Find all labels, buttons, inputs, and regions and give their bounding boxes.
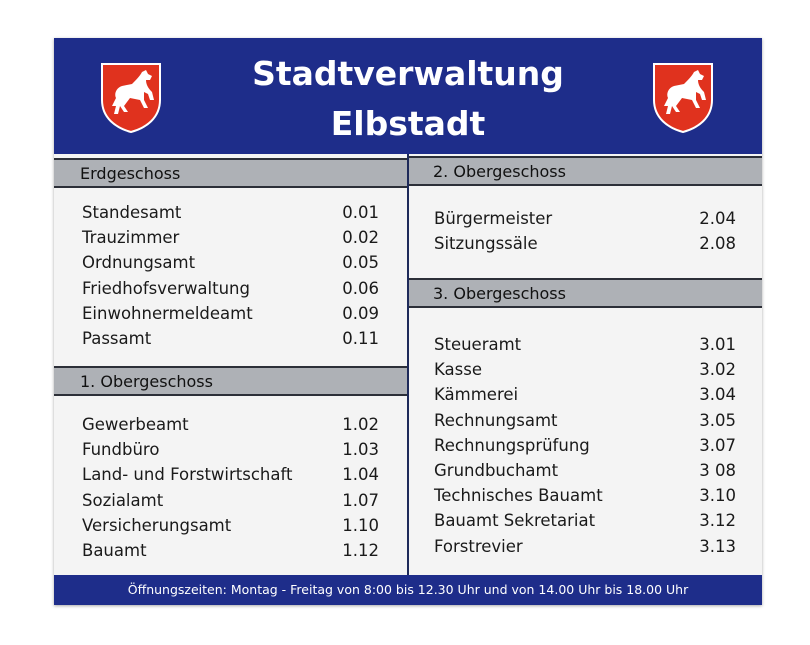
- department-name: Steueramt: [434, 335, 522, 354]
- department-name: Grundbuchamt: [434, 460, 559, 480]
- room-number: 0.11: [342, 328, 379, 348]
- crest-icon: [98, 60, 164, 134]
- room-number: 3.07: [699, 435, 736, 455]
- department-name: Versicherungsamt: [82, 515, 232, 535]
- room-number: 3.12: [699, 511, 736, 531]
- list-item: [409, 458, 762, 483]
- list-item: [54, 276, 407, 301]
- list-item: [409, 534, 762, 559]
- room-number: 3.13: [699, 536, 736, 556]
- list-item: [409, 357, 762, 382]
- list-item: [54, 513, 407, 538]
- department-name: Land- und Forstwirtschaft: [82, 465, 293, 485]
- directory-sign: [54, 38, 762, 605]
- list-item: [409, 382, 762, 407]
- list-item: [409, 433, 762, 458]
- department-name: Technisches Bauamt: [434, 486, 603, 506]
- department-name: Einwohnermeldeamt: [82, 303, 253, 323]
- department-name: Bauamt Sekretariat: [434, 511, 596, 531]
- list-item: [54, 488, 407, 513]
- list-item: [54, 326, 407, 351]
- room-number: 0.09: [342, 303, 379, 323]
- list-item: [54, 250, 407, 275]
- department-name: Fundbüro: [82, 440, 160, 460]
- room-number: 3 08: [699, 460, 736, 480]
- list-item: [409, 206, 762, 231]
- room-number: 1.04: [342, 465, 379, 485]
- list-item: [409, 508, 762, 533]
- list-item: [54, 301, 407, 326]
- room-number: 3.01: [699, 335, 736, 354]
- section-heading-2-obergeschoss: 2. Obergeschoss: [409, 156, 762, 186]
- list-item: [54, 200, 407, 225]
- list-item: [409, 231, 762, 256]
- room-number: 1.07: [342, 490, 379, 510]
- list-2-obergeschoss: [409, 206, 762, 256]
- room-number: 3.10: [699, 486, 736, 506]
- list-1-obergeschoss: [54, 412, 407, 563]
- list-item: [409, 332, 762, 357]
- section-heading-1-obergeschoss: 1. Obergeschoss: [54, 366, 407, 396]
- list-item: [54, 538, 407, 563]
- sign-header: [54, 38, 762, 154]
- section-heading-erdgeschoss: Erdgeschoss: [54, 158, 407, 188]
- room-number: 0.02: [342, 228, 379, 248]
- room-number: 1.02: [342, 415, 379, 434]
- department-name: Standesamt: [82, 203, 182, 222]
- department-name: Gewerbeamt: [82, 415, 189, 434]
- crest-icon: [650, 60, 716, 134]
- room-number: 0.06: [342, 278, 379, 298]
- room-number: 2.08: [699, 234, 736, 254]
- department-name: Bürgermeister: [434, 209, 553, 228]
- list-item: [409, 408, 762, 433]
- department-name: Ordnungsamt: [82, 253, 196, 273]
- department-name: Trauzimmer: [82, 228, 180, 248]
- room-number: 1.03: [342, 440, 379, 460]
- list-erdgeschoss: [54, 200, 407, 351]
- section-heading-3-obergeschoss: 3. Obergeschoss: [409, 278, 762, 308]
- list-3-obergeschoss: [409, 332, 762, 559]
- room-number: 3.04: [699, 385, 736, 405]
- list-item: [409, 483, 762, 508]
- title-line-2: Elbstadt: [330, 104, 486, 143]
- list-item: [54, 437, 407, 462]
- department-name: Sitzungssäle: [434, 234, 538, 254]
- room-number: 2.04: [699, 209, 736, 228]
- room-number: 3.02: [699, 360, 736, 380]
- department-name: Bauamt: [82, 540, 147, 560]
- room-number: 1.12: [342, 540, 379, 560]
- room-number: 0.01: [342, 203, 379, 222]
- title-line-1: Stadtverwaltung: [252, 54, 564, 93]
- department-name: Forstrevier: [434, 536, 523, 556]
- list-item: [54, 412, 407, 437]
- department-name: Rechnungsprüfung: [434, 435, 590, 455]
- department-name: Sozialamt: [82, 490, 164, 510]
- department-name: Passamt: [82, 328, 152, 348]
- room-number: 1.10: [342, 515, 379, 535]
- department-name: Rechnungsamt: [434, 410, 558, 430]
- list-item: [54, 462, 407, 487]
- room-number: 3.05: [699, 410, 736, 430]
- department-name: Kasse: [434, 360, 482, 380]
- opening-hours-footer: Öffnungszeiten: Montag - Freitag von 8:00 bis 12.30 Uhr und von 14.00 Uhr bis 18.00 Uhr: [54, 575, 762, 605]
- department-name: Kämmerei: [434, 385, 519, 405]
- department-name: Friedhofsverwaltung: [82, 278, 250, 298]
- room-number: 0.05: [342, 253, 379, 273]
- list-item: [54, 225, 407, 250]
